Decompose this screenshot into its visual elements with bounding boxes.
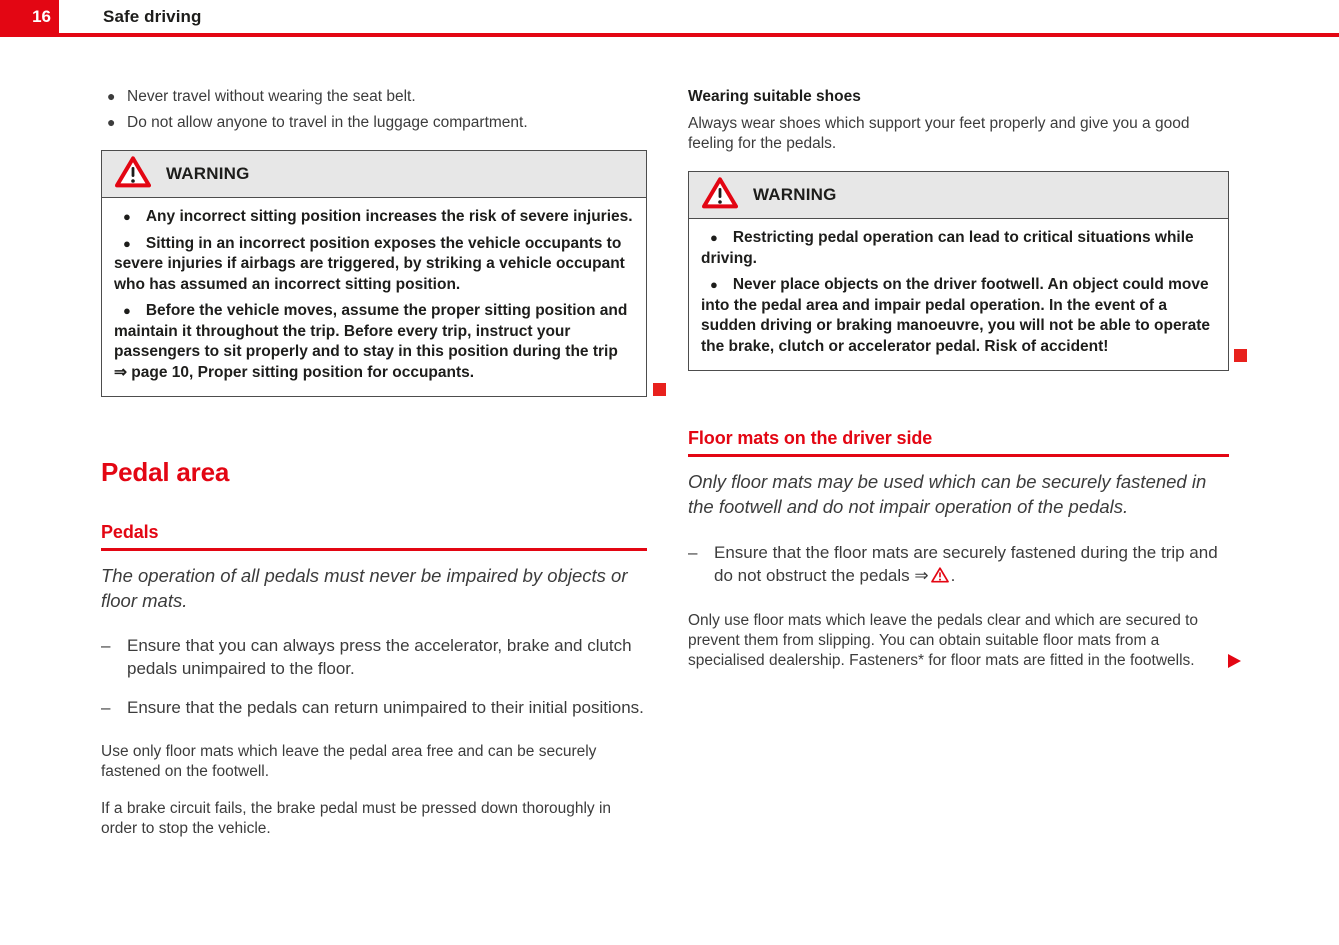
body-paragraph: Use only floor mats which leave the pedal area free and can be securely fastened on the footwell. (101, 742, 597, 780)
left-column (101, 37, 647, 839)
bullet-icon: ● (107, 114, 116, 130)
section-heading-pedal-area: Pedal area (101, 457, 230, 487)
lead-paragraph: The operation of all pedals must never be impaired by objects or floor mats. (101, 564, 628, 611)
warning-box-body (689, 219, 1228, 370)
dash-item-text: Ensure that the pedals can return unimpaired to their initial positions. (127, 697, 644, 717)
warning-item (114, 207, 634, 228)
dash-item-text-end: . (950, 565, 956, 585)
body-paragraph: Always wear shoes which support your feet properly and give you a good feeling for the pedals. (688, 115, 1190, 152)
list-item (101, 87, 647, 107)
warning-box-header (689, 172, 1228, 219)
warning-title: WARNING (753, 185, 837, 204)
warning-box-seating (101, 150, 647, 397)
warning-box-body (102, 198, 646, 396)
bullet-icon: ● (710, 230, 718, 245)
bullet-icon: ● (123, 235, 131, 251)
list-item (101, 113, 647, 133)
warning-item (114, 301, 634, 383)
bullet-icon: ● (710, 277, 718, 292)
warning-triangle-icon (702, 177, 738, 214)
subsection-heading: Pedals (101, 522, 159, 542)
warning-item-text: Sitting in an incorrect position exposes the vehicle occupants to severe injuries if airbags are triggered, by striking a vehicle occupant who has assumed an incorrect sitting position. (114, 234, 625, 293)
dash-list-item (101, 696, 647, 719)
bullet-icon: ● (123, 303, 131, 318)
dash-list-item (688, 541, 1229, 589)
body-paragraph (688, 611, 1229, 671)
lead-paragraph: Only floor mats may be used which can be securely fastened in the footwell and do not impair operation of the pedals. (688, 470, 1207, 517)
heading-rule (101, 548, 647, 551)
dash-item-text: Ensure that you can always press the accelerator, brake and clutch pedals unimpaired to the floor. (127, 635, 632, 678)
warning-box-pedals (688, 171, 1229, 371)
warning-triangle-icon (115, 156, 151, 193)
page-number-box (0, 0, 62, 33)
warning-triangle-icon (931, 566, 949, 589)
red-arrow-marker (1228, 654, 1241, 668)
dash-icon: – (101, 697, 111, 717)
list-item-text: Never travel without wearing the seat belt. (127, 88, 416, 105)
page-header (0, 0, 1339, 37)
dash-list-item (101, 634, 647, 680)
run-in-heading: Wearing suitable shoes (688, 88, 861, 105)
dash-icon: – (688, 542, 698, 562)
list-item-text: Do not allow anyone to travel in the luggage compartment. (127, 114, 528, 131)
warning-item-text: Any incorrect sitting position increases the risk of severe injuries. (145, 208, 633, 225)
body-paragraph: If a brake circuit fails, the brake pedal must be pressed down thoroughly in order to stop the vehicle. (101, 799, 612, 837)
warning-item (114, 234, 634, 296)
red-square-marker (1234, 349, 1247, 362)
subsection-floor-mats (688, 428, 1229, 457)
warning-item (701, 275, 1216, 357)
warning-item-text: Before the vehicle moves, assume the proper sitting position and maintain it throughout the trip. Before every trip, instruct your passengers to sit properly and to stay in this position during the trip ⇒ page 10, Proper sitting position for occupants. (114, 302, 628, 381)
warning-item-text: Never place objects on the driver footwell. An object could move into the pedal area and impair pedal operation. In the event of a sudden driving or braking manoeuvre, you will not be able to operate the brake, clutch or accelerator pedal. Risk of accident! (701, 276, 1210, 355)
warning-box-header (102, 151, 646, 198)
subsection-pedals (101, 522, 647, 551)
warning-title: WARNING (166, 164, 250, 183)
intro-bullet-list (101, 87, 647, 133)
subsection-heading: Floor mats on the driver side (688, 428, 933, 448)
section-title: Safe driving (103, 7, 202, 26)
page-number: 16 (32, 7, 51, 26)
right-column (688, 37, 1229, 671)
bullet-icon: ● (123, 209, 131, 224)
warning-item-text: Restricting pedal operation can lead to critical situations while driving. (701, 229, 1194, 267)
warning-item (701, 228, 1216, 269)
bullet-icon: ● (107, 88, 116, 104)
dash-icon: – (101, 635, 111, 655)
body-paragraph-text: Only use floor mats which leave the pedals clear and which are secured to prevent them from slipping. You can obtain suitable floor mats from a specialised dealership. Fasteners* for floor mats are fitted in the footwells. (688, 611, 1199, 669)
heading-rule (688, 454, 1229, 457)
red-square-marker (653, 383, 666, 396)
dash-item-text: Ensure that the floor mats are securely fastened during the trip and do not obstruct the pedals ⇒ (714, 542, 1218, 585)
